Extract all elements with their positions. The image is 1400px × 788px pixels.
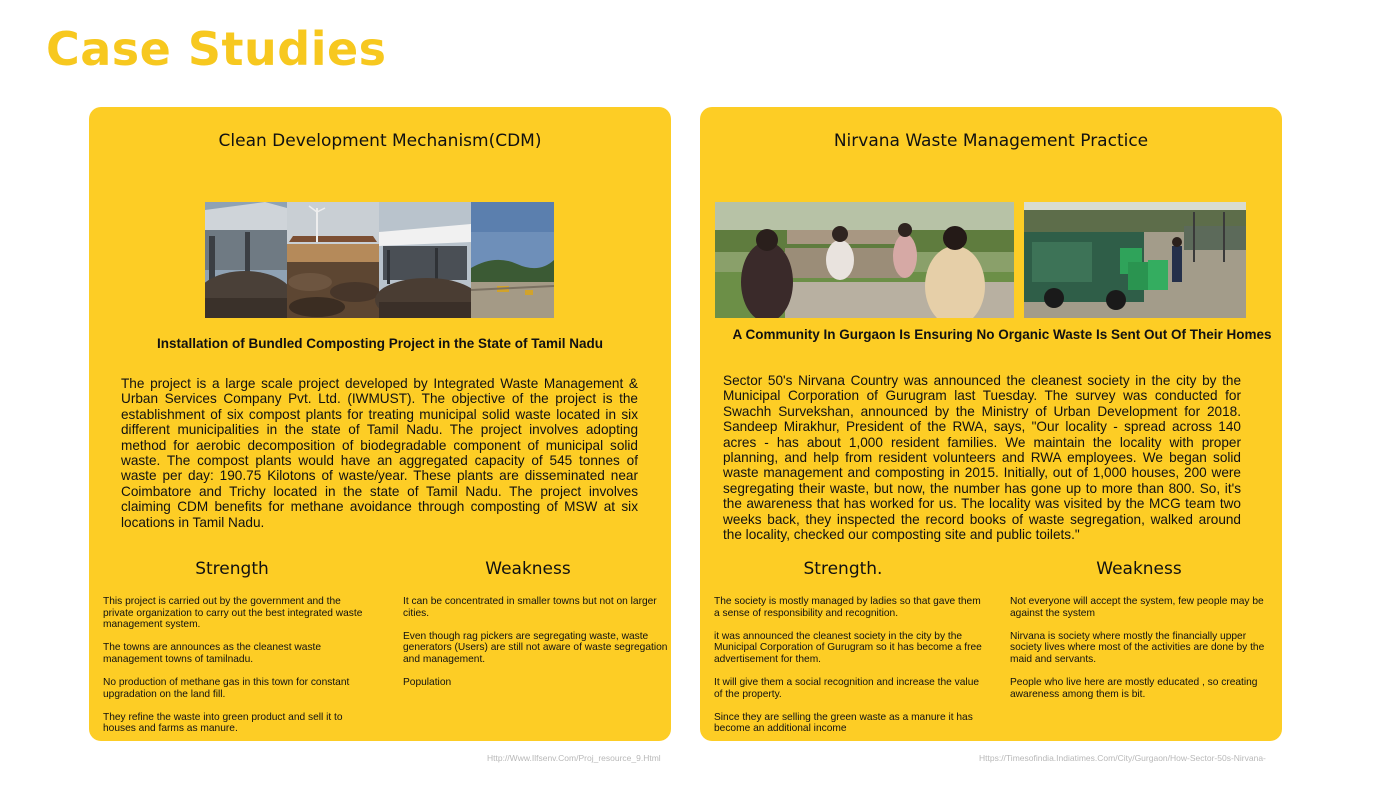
- card-subtitle: A Community In Gurgaon Is Ensuring No Organic Waste Is Sent Out Of Their Homes: [732, 327, 1272, 342]
- list-item: it was announced the cleanest society in the city by the Municipal Corporation of Gurugram so it has become a free advertisement for them.: [714, 630, 982, 665]
- list-item: The towns are announces as the cleanest waste management towns of tamilnadu.: [103, 642, 322, 665]
- list-item: People who live here are mostly educated , so creating awareness among them is bit.: [1010, 676, 1258, 700]
- source-link-right[interactable]: Https://Timesofindia.Indiatimes.Com/City/Gurgaon/How-Sector-50s-Nirvana-: [979, 753, 1266, 763]
- strength-heading: Strength.: [803, 559, 883, 579]
- list-item: No production of methane gas in this town for constant upgradation on the land fill.: [103, 676, 350, 700]
- weakness-heading: Weakness: [1096, 559, 1182, 579]
- list-item: The society is mostly managed by ladies so that gave them a sense of responsibility and recognition.: [714, 596, 981, 619]
- waste-bins-photo: [1024, 202, 1246, 318]
- strength-heading: Strength: [195, 559, 269, 579]
- case-study-card-nirvana: [700, 107, 1282, 741]
- strength-list: [714, 596, 986, 746]
- card-body-text: Sector 50's Nirvana Country was announced the cleanest society in the city by the Municipal Corporation of Gurugram last Tuesday. The survey was conducted for Swachh Survekshan, announced by the Ministry of Urban Development for 2018. Sandeep Mirakhur, President of the RWA, says, "Our locality - spread across 140 acres - has about 1,000 resident families. We maintain the locality with proper planning, and help from resident volunteers and RWA employees. We began solid waste management and composting in 2015. Initially, out of 1,000 houses, 200 were segregating their waste, but now, the number has gone up to more than 800. So, it's the awareness that has worked for us. The locality was visited by the MCG team two weeks back, they inspected the record books of waste segregation, walked around the locality, checked our composting site and public toilets.": [723, 373, 1241, 543]
- list-item: Nirvana is society where mostly the financially upper society lives where most of the activities are done by the maid and servants.: [1010, 630, 1265, 665]
- list-item: It can be concentrated in smaller towns but not on larger cities.: [403, 596, 657, 619]
- list-item: This project is carried out by the government and the private organization to carry out the best integrated waste management system.: [103, 596, 363, 631]
- case-study-card-cdm: [89, 107, 671, 741]
- weakness-list: [403, 596, 671, 700]
- interview-photo: [715, 202, 1014, 318]
- list-item: Since they are selling the green waste as a manure it has become an additional income: [714, 711, 973, 735]
- weakness-list: [1010, 596, 1272, 712]
- card-title: Nirvana Waste Management Practice: [833, 131, 1149, 151]
- source-link-left[interactable]: Http://Www.Ilfsenv.Com/Proj_resource_9.Html: [487, 753, 661, 763]
- list-item: They refine the waste into green product and sell it to houses and farms as manure.: [103, 711, 343, 735]
- list-item: It will give them a social recognition and increase the value of the property.: [714, 676, 980, 700]
- list-item: Even though rag pickers are segregating waste, waste generators (Users) are still not aware of waste segregation and management.: [403, 630, 668, 665]
- page-title: Case Studies: [46, 22, 387, 76]
- card-body-text: The project is a large scale project developed by Integrated Waste Management & Urban Services Company Pvt. Ltd. (IWMUST). The objective of the project is the establishment of six compost plants for treating municipal solid waste located in six different municipalities in the state of Tamil Nadu. The project involves adopting method for aerobic decomposition of biodegradable component of municipal solid waste. The compost plants would have an aggregated capacity of 545 tonnes of waste per day: 190.75 Kilotons of waste/year. These plants are disseminated near Coimbatore and Trichy located in the state of Tamil Nadu. The project involves claiming CDM benefits for methane avoidance through composting of MSW at six locations in Tamil Nadu.: [121, 376, 638, 530]
- compost-plant-photo-strip: [205, 202, 554, 318]
- weakness-heading: Weakness: [485, 559, 571, 579]
- compost-plant-photos: [205, 202, 554, 318]
- card-subtitle: Installation of Bundled Composting Project in the State of Tamil Nadu: [156, 336, 603, 351]
- list-item: Population: [403, 676, 452, 688]
- strength-list: [103, 596, 373, 746]
- list-item: Not everyone will accept the system, few people may be against the system: [1010, 596, 1264, 619]
- card-title: Clean Development Mechanism(CDM): [218, 131, 542, 151]
